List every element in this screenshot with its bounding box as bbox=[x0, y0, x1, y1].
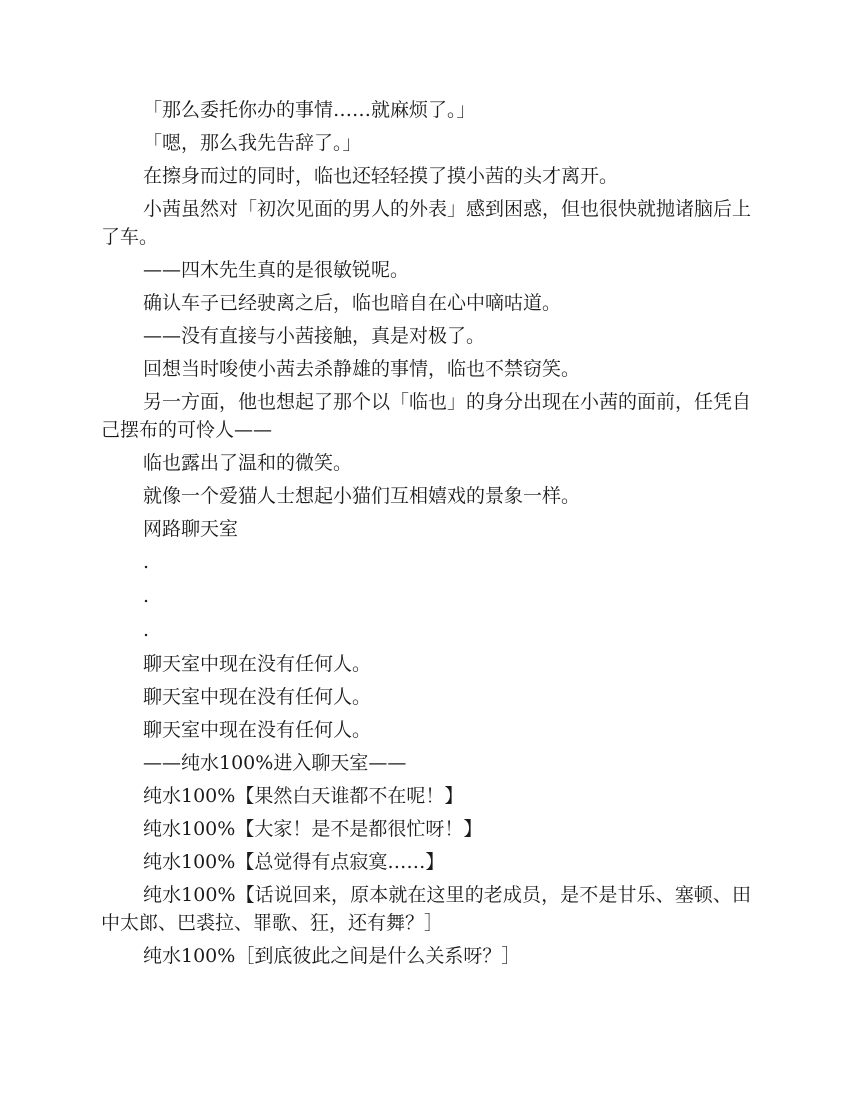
separator-dot: . bbox=[143, 551, 150, 573]
paragraph: 聊天室中现在没有任何人。 bbox=[143, 653, 372, 675]
paragraph: 聊天室中现在没有任何人。 bbox=[143, 719, 372, 741]
chat-line: 纯水100%【果然白天谁都不在呢！】 bbox=[143, 785, 464, 807]
section-heading: 网路聊天室 bbox=[143, 518, 239, 540]
paragraph: 在擦身而过的同时，临也还轻轻摸了摸小茜的头才离开。 bbox=[143, 165, 619, 187]
paragraph: 就像一个爱猫人士想起小猫们互相嬉戏的景象一样。 bbox=[143, 485, 581, 507]
document-body bbox=[101, 96, 751, 975]
separator-dot: . bbox=[143, 585, 150, 607]
paragraph: 「嗯，那么我先告辞了。」 bbox=[143, 132, 362, 154]
chat-line: 纯水100%【话说回来，原本就在这里的老成员，是不是甘乐、塞顿、田中太郎、巴裘拉、罪歌、狂，还有舞？］ bbox=[101, 884, 751, 934]
chat-line: 纯水100%【总觉得有点寂寞……】 bbox=[143, 851, 445, 873]
paragraph: 聊天室中现在没有任何人。 bbox=[143, 686, 372, 708]
paragraph: 另一方面，他也想起了那个以「临也」的身分出现在小茜的面前，任凭自己摆布的可怜人—— bbox=[101, 391, 752, 441]
chat-line: 纯水100%［到底彼此之间是什么关系呀？］ bbox=[143, 945, 521, 967]
paragraph: 「那么委托你办的事情……就麻烦了。」 bbox=[143, 99, 476, 121]
separator-dot: . bbox=[143, 619, 150, 641]
paragraph: 确认车子已经驶离之后，临也暗自在心中嘀咕道。 bbox=[143, 292, 562, 314]
paragraph: 临也露出了温和的微笑。 bbox=[143, 452, 353, 474]
paragraph: ——没有直接与小茜接触，真是对极了。 bbox=[143, 325, 486, 347]
paragraph: 小茜虽然对「初次见面的男人的外表」感到困惑，但也很快就抛诸脑后上了车。 bbox=[101, 198, 752, 248]
chat-line: 纯水100%【大家！是不是都很忙呀！】 bbox=[143, 818, 483, 840]
paragraph: ——纯水100%进入聊天室—— bbox=[143, 752, 407, 774]
paragraph: 回想当时唆使小茜去杀静雄的事情，临也不禁窃笑。 bbox=[143, 358, 581, 380]
paragraph: ——四木先生真的是很敏锐呢。 bbox=[143, 259, 410, 281]
